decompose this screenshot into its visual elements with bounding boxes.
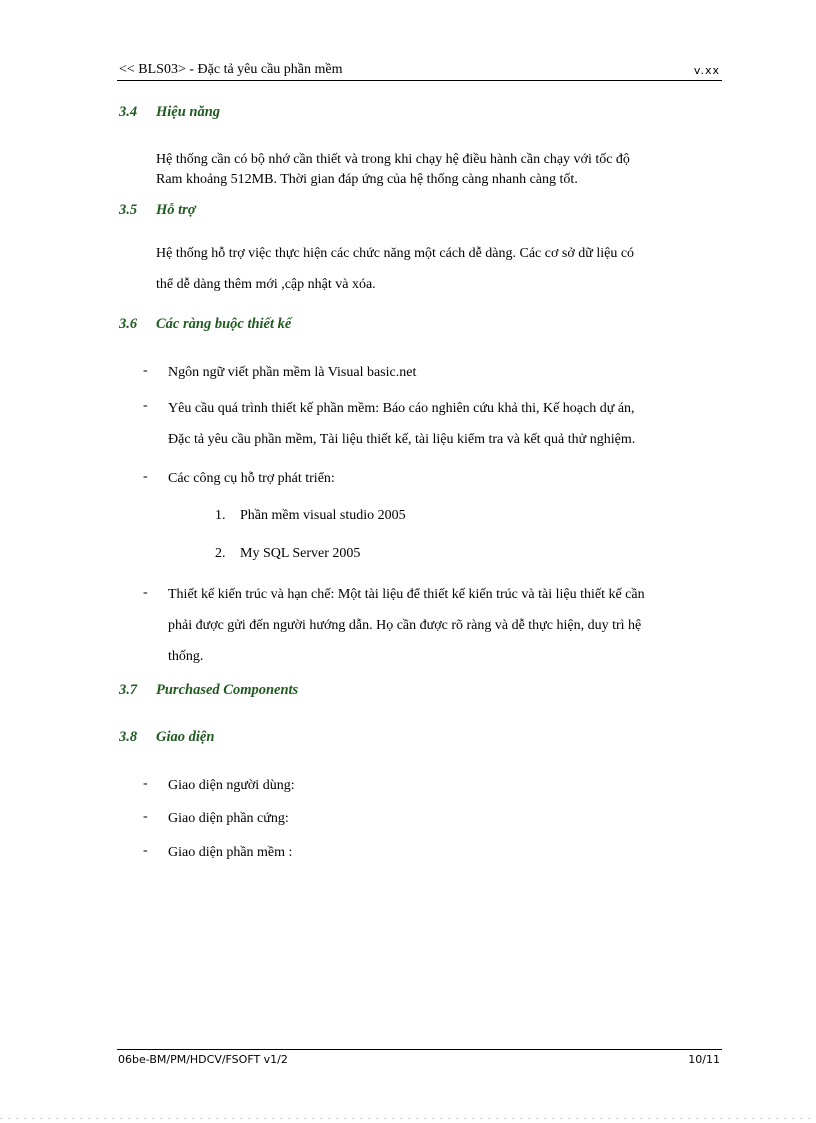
page-bottom-divider — [0, 1118, 816, 1119]
bullet-dash: - — [143, 843, 148, 858]
list-item-text: Giao diện phần mềm : — [168, 845, 293, 860]
section-number: 3.7 — [119, 682, 138, 698]
section-title: Hiệu năng — [156, 104, 221, 120]
document-title: << BLS03> - Đặc tả yêu cầu phần mềm — [119, 62, 343, 77]
paragraph-line: Ram khoảng 512MB. Thời gian đáp ứng của hệ thống càng nhanh càng tốt. — [156, 172, 578, 187]
paragraph-line: thể dễ dàng thêm mới ,cập nhật và xóa. — [156, 277, 376, 292]
section-number: 3.6 — [119, 316, 138, 332]
section-heading-3-5 — [119, 202, 196, 219]
list-item-text: Yêu cầu quá trình thiết kế phần mềm: Báo cáo nghiên cứu khả thi, Kế hoạch dự án, — [168, 401, 635, 416]
section-heading-3-8 — [119, 729, 214, 746]
numbered-item-number: 1. — [215, 508, 226, 523]
document-code: 06be-BM/PM/HDCV/FSOFT v1/2 — [118, 1053, 288, 1066]
section-number: 3.8 — [119, 729, 138, 745]
section-title: Giao diện — [156, 729, 215, 745]
bullet-dash: - — [143, 363, 148, 378]
bullet-dash: - — [143, 776, 148, 791]
section-number: 3.4 — [119, 104, 138, 120]
paragraph-line: Hệ thống hỗ trợ việc thực hiện các chức năng một cách dễ dàng. Các cơ sở dữ liệu có — [156, 246, 635, 261]
bullet-dash: - — [143, 585, 148, 600]
section-title: Purchased Components — [156, 682, 299, 698]
interface-user — [168, 770, 713, 801]
constraint-tools — [168, 463, 713, 494]
numbered-item-text: Phần mềm visual studio 2005 — [240, 508, 406, 523]
list-item-text: Ngôn ngữ viết phần mềm là Visual basic.net — [168, 365, 417, 380]
list-item-text: thống. — [168, 649, 204, 664]
bullet-dash: - — [143, 398, 148, 413]
list-item-text: Giao diện phần cứng: — [168, 811, 289, 826]
page-header — [117, 62, 722, 81]
list-item-text: Thiết kế kiến trúc và hạn chế: Một tài liệu để thiết kế kiến trúc và tài liệu thiết kế cần — [168, 587, 645, 602]
bullet-dash: - — [143, 809, 148, 824]
interface-hardware — [168, 803, 713, 834]
section-heading-3-6 — [119, 316, 291, 333]
paragraph-support — [156, 238, 711, 300]
section-title: Các ràng buộc thiết kế — [156, 316, 292, 332]
list-item-text: Các công cụ hỗ trợ phát triển: — [168, 471, 335, 486]
constraint-architecture — [168, 579, 713, 672]
section-title: Hỗ trợ — [156, 202, 196, 218]
section-heading-3-7 — [119, 682, 298, 699]
constraint-language — [168, 357, 713, 388]
section-number: 3.5 — [119, 202, 138, 218]
page-number: 10/11 — [688, 1053, 720, 1066]
bullet-dash: - — [143, 469, 148, 484]
interface-software — [168, 837, 713, 868]
paragraph-performance — [156, 148, 711, 192]
numbered-item-number: 2. — [215, 546, 226, 561]
section-heading-3-4 — [119, 104, 220, 121]
list-item-text: phải được gửi đến người hướng dẫn. Họ cần được rõ ràng và dễ thực hiện, duy trì hệ — [168, 618, 642, 633]
constraint-process — [168, 393, 713, 455]
page-footer — [117, 1049, 722, 1066]
list-item-text: Đặc tả yêu cầu phần mềm, Tài liệu thiết kế, tài liệu kiểm tra và kết quả thử nghiệm. — [168, 432, 636, 447]
numbered-item-text: My SQL Server 2005 — [240, 546, 361, 561]
paragraph-line: Hệ thống cần có bộ nhớ cần thiết và trong khi chạy hệ điều hành cần chạy với tốc độ — [156, 152, 630, 167]
list-item-text: Giao diện người dùng: — [168, 778, 295, 793]
document-version: v.xx — [693, 64, 720, 77]
